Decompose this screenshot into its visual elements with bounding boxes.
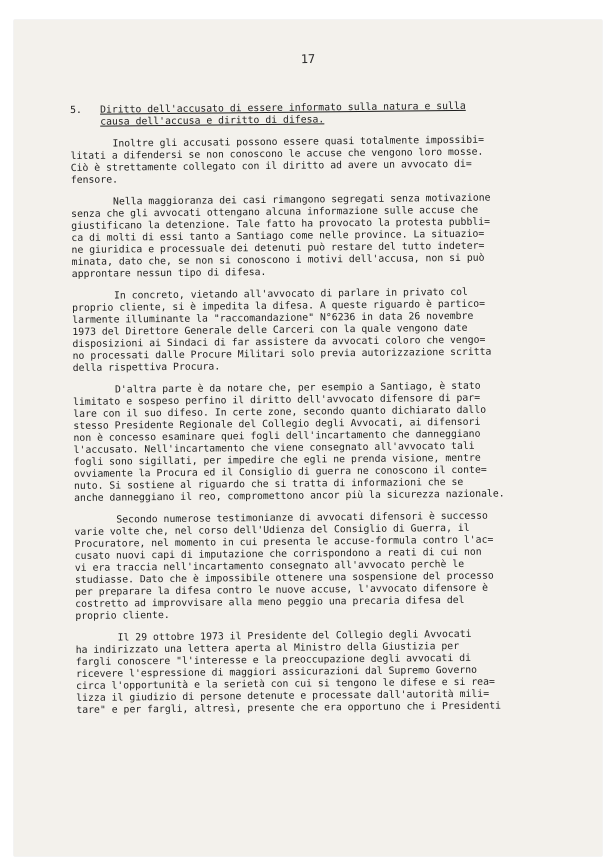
text-line: Secondo numerose testimonianze di avvocati difensori è successo — [116, 510, 488, 526]
paragraph — [72, 286, 593, 375]
text-line: In concreto, vietando all'avvocato di parlare in privato col — [113, 286, 468, 302]
text-line: approntare nessun tipo di difesa. — [71, 266, 267, 280]
text-line: anche danneggiano il reo, compromettono ancor più la sicurezza nazionale. — [74, 488, 505, 504]
text-line: per preparare la difesa contro le nuove accuse, l'avvocato difensore è — [75, 582, 489, 598]
text-line: larmente illuminante la "raccomandazione" N°6236 in data 26 novembre — [72, 310, 474, 326]
text-line: 1973 del Direttore Generale delle Carceri con la quale vengono date — [72, 322, 468, 338]
text-line: D'altra parte è da notare che, per esempio a Santiago, è stato — [114, 380, 481, 396]
document-body — [70, 100, 596, 727]
section-heading — [70, 100, 590, 129]
text-line: Procuratore, nel momento in cui presenta le accuse-formula contro l'ac= — [74, 534, 494, 550]
text-line: l'accusato. Nell'incartamento che viene consegnato all'avvocato tali — [73, 440, 475, 456]
paragraph — [74, 510, 595, 623]
text-line: nuto. Si sostiene al riguardo che si tratta di informazioni che se — [73, 476, 464, 492]
text-line: ricevere l'espressione di maggiori assicurazioni dal Supremo Governo — [75, 664, 478, 680]
section-title — [100, 100, 590, 129]
text-line: ne giuridica e processuale dei detenuti può restare del tutto indeter= — [71, 240, 485, 256]
text-line: ovviamente la Procura ed il Consiglio di guerra ne conoscono il conte= — [73, 464, 487, 480]
text-line: senza che gli avvocati ottengano alcuna informazione sulle accuse che — [71, 204, 479, 220]
text-line: limitato e sospeso perfino il diritto dell'avvocato difensore di par= — [73, 392, 481, 408]
text-line: cusato nuovi capi di imputazione che corrispondono a reati di cui non — [74, 546, 482, 562]
paragraph — [70, 134, 590, 187]
text-line: ca di molti di essi tanto a Santiago come nelle province. La situazio= — [71, 228, 485, 244]
text-line: vi era traccia nell'incartamento consegnato all'avvocato perchè le — [74, 558, 465, 574]
text-line: litati a difendersi se non conoscono le accuse che vengono loro mosse. — [70, 146, 484, 162]
text-line: fogli sono sigillati, per impedire che egli ne prenda visione, mentre — [73, 452, 481, 468]
text-line: minata, dato che, se non si conoscono i motivi dell'accusa, non si può — [71, 252, 485, 268]
text-line: disposizioni ai Sindaci di far assistere da avvocati coloro che vengo= — [72, 334, 486, 350]
section-title-line: causa dell'accusa e diritto di difesa. — [100, 114, 325, 128]
page-number: 17 — [300, 51, 316, 67]
text-line: giustificano la detenzione. Tale fatto ha provocato la protesta pubbli= — [71, 216, 491, 232]
paragraph — [71, 192, 592, 281]
text-line: studiasse. Dato che è impossibile ottenere una sospensione del processo — [74, 570, 494, 586]
text-line: stesso Presidente Regionale del Collegio degli Avvocati, ai difensori — [73, 416, 481, 432]
text-line: proprio cliente, si è impedita la difesa. A queste riguardo è partico= — [72, 298, 486, 314]
text-line: circa l'opportunità e la serietà con cui si tengono le difese e si rea= — [76, 676, 495, 692]
text-line: fargli conoscere "l'interesse e la preoccupazione degli avvocati di — [75, 652, 472, 668]
text-line: tare" e per fargli, altresì, presente che era opportuno che i Presidenti — [76, 700, 502, 716]
text-line: fensore. — [70, 174, 119, 186]
text-line: Il 29 ottobre 1973 il Presidente del Collegio degli Avvocati — [117, 628, 472, 644]
section-title-line: Diritto dell'accusato di essere informato sulla natura e sulla — [99, 100, 466, 116]
document-page — [14, 20, 602, 856]
text-line: lare con il suo difeso. In certe zone, secondo quanto dichiarato dallo — [73, 404, 487, 420]
text-line: ha indirizzato una lettera aperta al Ministro della Giustizia per — [75, 640, 460, 656]
text-line: lizza il giudizio di persone detenute e processate dall'autorità mili= — [76, 688, 490, 704]
text-line: della rispettiva Procura. — [72, 361, 221, 374]
text-line: Inoltre gli accusati possono essere quasi totalmente impossibi= — [112, 134, 485, 150]
text-line: proprio cliente. — [75, 609, 170, 622]
paragraph — [73, 380, 594, 505]
text-line: Ciò è strettamente collegato con il diritto ad avere un avvocato di= — [70, 158, 472, 174]
paragraph — [76, 628, 597, 717]
text-line: no processati dalle Procure Militari solo previa autorizzazione scritta — [72, 346, 492, 362]
text-line: Nella maggioranza dei casi rimangono segregati senza motivazione — [112, 192, 491, 208]
text-line: non è concesso esaminare quei fogli dell'incartamento che danneggiano — [73, 428, 481, 444]
text-line: costretto ad improvvisare alla meno peggio una precaria difesa del — [75, 594, 465, 610]
section-number: 5. — [70, 104, 82, 116]
text-line: varie volte che, nel corso dell'Udienza del Consiglio di Guerra, il — [74, 522, 470, 538]
